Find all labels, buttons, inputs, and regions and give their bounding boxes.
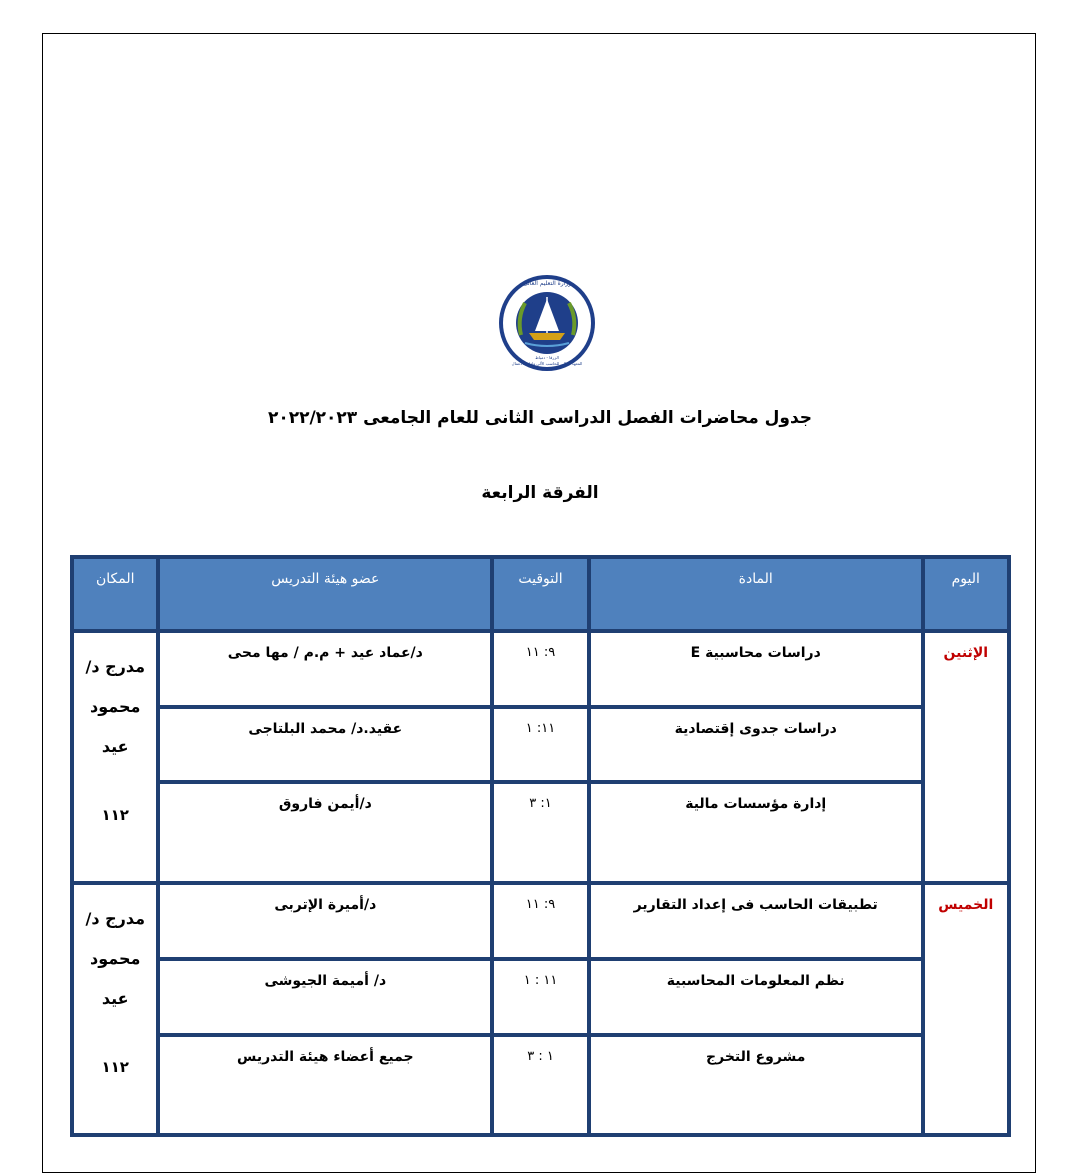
- day-thursday: الخميس: [925, 885, 1007, 1133]
- time-cell: ٩: ١١: [494, 885, 587, 957]
- instructor-cell: د/عماد عيد + م.م / مها محى: [160, 633, 490, 705]
- time-cell: ١١ : ١: [494, 961, 587, 1033]
- time-cell: ١١: ١: [494, 709, 587, 781]
- table-row: [74, 633, 1007, 705]
- schedule-title: جدول محاضرات الفصل الدراسى الثانى للعام الجامعى ٢٠٢٢/٢٠٢٣: [267, 408, 813, 428]
- header-subject: المادة: [591, 559, 921, 629]
- table-row: [74, 961, 1007, 1033]
- subject-cell: مشروع التخرج: [591, 1037, 921, 1133]
- table-row: [74, 885, 1007, 957]
- room-number: ١١٢: [101, 1057, 129, 1076]
- place-cell-monday: [74, 633, 156, 881]
- table-row: [74, 784, 1007, 880]
- room-number: ١١٢: [101, 805, 129, 824]
- header-time: التوقيت: [494, 559, 587, 629]
- header-place: المكان: [74, 559, 156, 629]
- instructor-cell: د/ أميمة الجيوشى: [160, 961, 490, 1033]
- subject-cell: إدارة مؤسسات مالية: [591, 784, 921, 880]
- time-cell: ١ : ٣: [494, 1037, 587, 1133]
- instructor-cell: جميع أعضاء هيئة التدريس: [160, 1037, 490, 1133]
- time-cell: ٩: ١١: [494, 633, 587, 705]
- place-name: مدرج د/محمود عيد: [85, 656, 145, 756]
- header-row: [74, 559, 1007, 629]
- table-row: [74, 1037, 1007, 1133]
- subject-cell: دراسات محاسبية E: [591, 633, 921, 705]
- table-row: [74, 709, 1007, 781]
- place-name: مدرج د/محمود عيد: [85, 908, 145, 1008]
- time-cell: ١: ٣: [494, 784, 587, 880]
- instructor-cell: عقيد.د/ محمد البلتاجى: [160, 709, 490, 781]
- instructor-cell: د/أميرة الإتربى: [160, 885, 490, 957]
- logo-top-text: وزارة التعليم العالى: [522, 280, 572, 287]
- logo-bottom-text: المعهد العالى للحاسب الآلى وإدارة الأعمال: [511, 361, 583, 366]
- header-day: اليوم: [925, 559, 1007, 629]
- schedule-table: [70, 555, 1011, 1137]
- place-cell-thursday: [74, 885, 156, 1133]
- institute-logo: [497, 273, 597, 373]
- logo-location-text: الزرقا - دمياط: [535, 355, 559, 360]
- class-level-title: الفرقة الرابعة: [481, 483, 599, 503]
- header-instructor: عضو هيئة التدريس: [160, 559, 490, 629]
- subject-cell: تطبيقات الحاسب فى إعداد التقارير: [591, 885, 921, 957]
- instructor-cell: د/أيمن فاروق: [160, 784, 490, 880]
- subject-cell: نظم المعلومات المحاسبية: [591, 961, 921, 1033]
- subject-cell: دراسات جدوى إقتصادية: [591, 709, 921, 781]
- day-monday: الإثنين: [925, 633, 1007, 881]
